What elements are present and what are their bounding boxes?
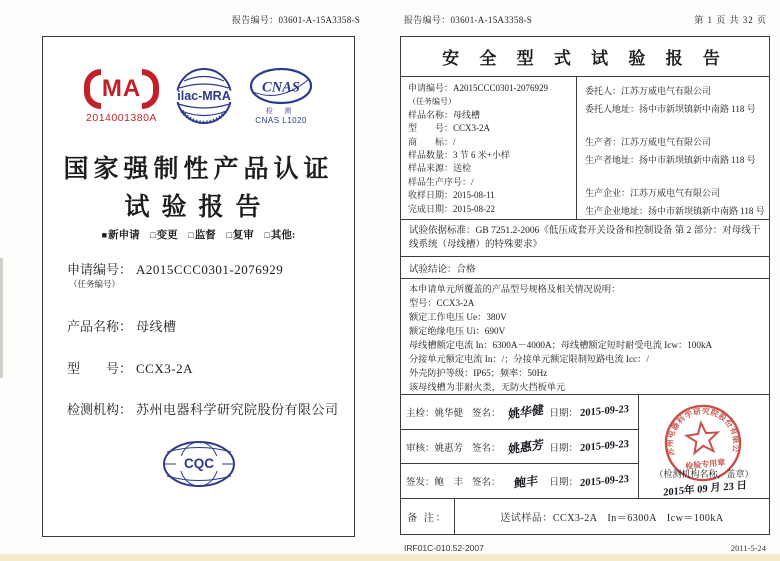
field-label: 检测机构： — [67, 402, 133, 417]
info-line: 生产者地址：扬中市新坝镇新中南路 118 号 — [585, 155, 756, 165]
cnas-lab-code: CNAS L1020 — [255, 116, 307, 125]
handwritten-signature: 姚惠芳 — [507, 437, 544, 457]
cma-text: MA — [101, 74, 142, 102]
task-number-note: （任务编号） — [69, 279, 121, 289]
handwritten-date: 2015年 09 月 23 日 — [662, 480, 747, 499]
cma-number: 2014001380A — [86, 111, 157, 124]
signature-row-chief-tester — [401, 395, 638, 429]
info-line: 型 号：CCX3-2A — [408, 123, 491, 134]
cma-left-arc — [84, 69, 101, 109]
field-model — [67, 358, 193, 377]
checkbox-label: 其他: — [270, 230, 296, 241]
info-line: 生产企业：江苏万威电气有限公司 — [585, 188, 721, 198]
info-line: 商 标：/ — [408, 136, 456, 147]
cnas-logo — [249, 67, 313, 125]
field-label: 申请编号： — [67, 262, 133, 277]
cma-mark — [84, 69, 159, 109]
checkbox-new-application — [102, 230, 140, 241]
page-number: 第 1 页 共 32 页 — [694, 15, 767, 25]
spec-line: 外壳防护等级：IP65；频率：50Hz — [409, 368, 548, 378]
spec-line: 额定绝缘电压 Ui：690V — [409, 326, 506, 336]
field-label: 产品名称： — [67, 319, 133, 334]
spec-line: 分接单元额定电流 In：/；分接单元额定限制短路电流 Icc：/ — [409, 354, 649, 364]
checkbox-empty-icon: □ — [226, 230, 232, 240]
svg-text:苏州电器科学研究院股份有限公司 — [660, 402, 742, 461]
checkbox-change — [150, 230, 177, 241]
cnas-text: CNAS — [262, 79, 301, 96]
cover-page — [42, 36, 355, 537]
info-line: 样品来源：送检 — [408, 163, 472, 174]
test-standard-row: 试验依据标准：GB 7251.2-2006《低压成套开关设备和控制设备 第 2 部分：对母线干线系统（母线槽）的特殊要求》 — [401, 219, 769, 256]
cover-title-line2: 试验报告 — [124, 194, 273, 221]
checkbox-empty-icon: □ — [150, 230, 156, 240]
checkbox-label: 新申请 — [108, 230, 140, 241]
signature-rows — [401, 395, 638, 498]
cma-logo — [84, 69, 159, 124]
spec-line: 本申请单元所覆盖的产品型号规格及相关情况说明： — [409, 284, 621, 294]
form-code-footer: IRF01C-010.52-2007 — [404, 543, 484, 553]
left-report-number: 报告编号：03601-A-15A3358-S — [232, 15, 361, 25]
info-line: 委托人地址：扬中市新坝镇新中南路 118 号 — [585, 104, 756, 114]
remark-row — [401, 498, 769, 534]
checkbox-label: 监督 — [194, 230, 216, 241]
field-value: CCX3-2A — [136, 361, 193, 376]
form-date-footer: 2011-5-24 — [730, 543, 766, 553]
handwritten-date: 2015-09-23 — [580, 404, 630, 420]
info-line: （任务编号） — [408, 97, 456, 107]
cover-title-line1: 国家强制性产品认证 — [63, 156, 334, 183]
date-label: 日期： — [549, 408, 579, 419]
report-page — [400, 36, 770, 535]
remark-text: 送试样品：CCX3-2A In＝6300A Icw＝100kA — [500, 513, 724, 524]
field-label: 型 号： — [67, 361, 133, 376]
field-value: 苏州电器科学研究院股份有限公司 — [136, 402, 339, 417]
cqc-logo — [161, 439, 237, 489]
info-line: 样品名称：母线槽 — [408, 109, 481, 120]
stamp-inner-text: 检验专用章 — [684, 457, 726, 471]
cnas-ellipse — [249, 67, 313, 105]
stamp-ring-text: 苏州电器科学研究院股份有限公司 — [665, 406, 741, 457]
info-line: 收样日期：2015-08-11 — [408, 190, 495, 201]
handwritten-date: 2015-09-23 — [580, 438, 630, 455]
sample-info-section — [401, 77, 769, 219]
spec-line: 型号：CCX3-2A — [409, 298, 475, 308]
handwritten-signature: 姚华健 — [507, 402, 544, 422]
spec-line: 额定工作电压 Ue：380V — [409, 312, 507, 322]
field-application-number — [67, 259, 283, 278]
scan-edge-artifact — [0, 258, 3, 378]
scan-bottom-artifact — [0, 554, 780, 561]
date-label: 日期： — [549, 443, 579, 454]
report-title: 安 全 型 式 试 验 报 告 — [401, 37, 769, 77]
field-value: A2015CCC0301-2076929 — [136, 262, 284, 277]
signer-role: 签发：鲍 丰 — [406, 478, 464, 489]
signature-section — [401, 394, 769, 498]
signature-row-reviewer — [401, 429, 638, 464]
product-specs-section — [401, 278, 769, 394]
checkbox-review — [226, 230, 253, 241]
ilac-mra-logo — [175, 67, 233, 125]
sign-label: 签名： — [472, 443, 501, 454]
stamp-instruction-note: （检测机构名称，盖章） — [654, 469, 754, 479]
signer-role: 主检：姚华健 — [406, 408, 464, 419]
right-report-number: 报告编号：03601-A-15A3358-S — [404, 15, 533, 25]
application-type-checkboxes — [43, 227, 354, 242]
info-line: 委托人：江苏万威电气有限公司 — [585, 86, 712, 96]
spec-line: 该母线槽为非耐火类，无防火挡板单元 — [409, 382, 566, 392]
stamp-handwritten-date — [639, 479, 769, 497]
handwritten-signature: 鲍丰 — [513, 472, 538, 491]
signer-role: 审核：姚惠芳 — [406, 443, 464, 454]
checkbox-label: 变更 — [156, 230, 178, 241]
certification-logos — [43, 67, 354, 125]
checkbox-filled-icon: ■ — [101, 230, 108, 240]
signature-row-approver — [401, 463, 638, 498]
sample-info-left-column — [401, 77, 577, 219]
field-value: 母线槽 — [136, 319, 177, 334]
ilac-mra-text: ilac-MRA — [177, 89, 231, 103]
sign-label: 签名： — [472, 408, 501, 419]
checkbox-other — [264, 230, 295, 241]
info-line: 生产企业地址：扬中市新坝镇新中南路 118 号 — [585, 206, 765, 216]
checkbox-label: 复审 — [232, 230, 254, 241]
cqc-text: CQC — [183, 456, 214, 471]
info-line: 生产者：江苏万威电气有限公司 — [585, 137, 712, 147]
checkbox-supervision — [188, 230, 215, 241]
date-label: 日期： — [549, 478, 579, 489]
info-line: 样品生产序号：/ — [408, 176, 474, 187]
test-conclusion-row: 试验结论：合格 — [401, 256, 769, 278]
client-info-right-column — [577, 77, 769, 219]
spec-line: 母线槽额定电流 In：6300A－4000A；母线槽额定短时耐受电流 Icw：100kA — [409, 340, 713, 350]
sign-label: 签名： — [472, 478, 501, 489]
info-line: 完成日期：2015-08-22 — [408, 203, 495, 214]
remark-label: 备 注： — [401, 499, 455, 534]
stamp-cell — [638, 395, 769, 498]
checkbox-empty-icon: □ — [188, 230, 194, 240]
field-test-organization — [67, 399, 339, 418]
info-line: 样品数量：3 节 6 米+小样 — [408, 150, 510, 161]
checkbox-empty-icon: □ — [264, 230, 270, 240]
handwritten-date: 2015-09-23 — [580, 473, 630, 489]
info-line: 申请编号：A2015CCC0301-2076929 — [408, 83, 549, 93]
stamp-star-icon — [685, 421, 719, 453]
cnas-jiance-label: 检 测 — [265, 107, 297, 115]
field-product-name — [67, 316, 177, 335]
cma-right-arc — [142, 69, 159, 109]
